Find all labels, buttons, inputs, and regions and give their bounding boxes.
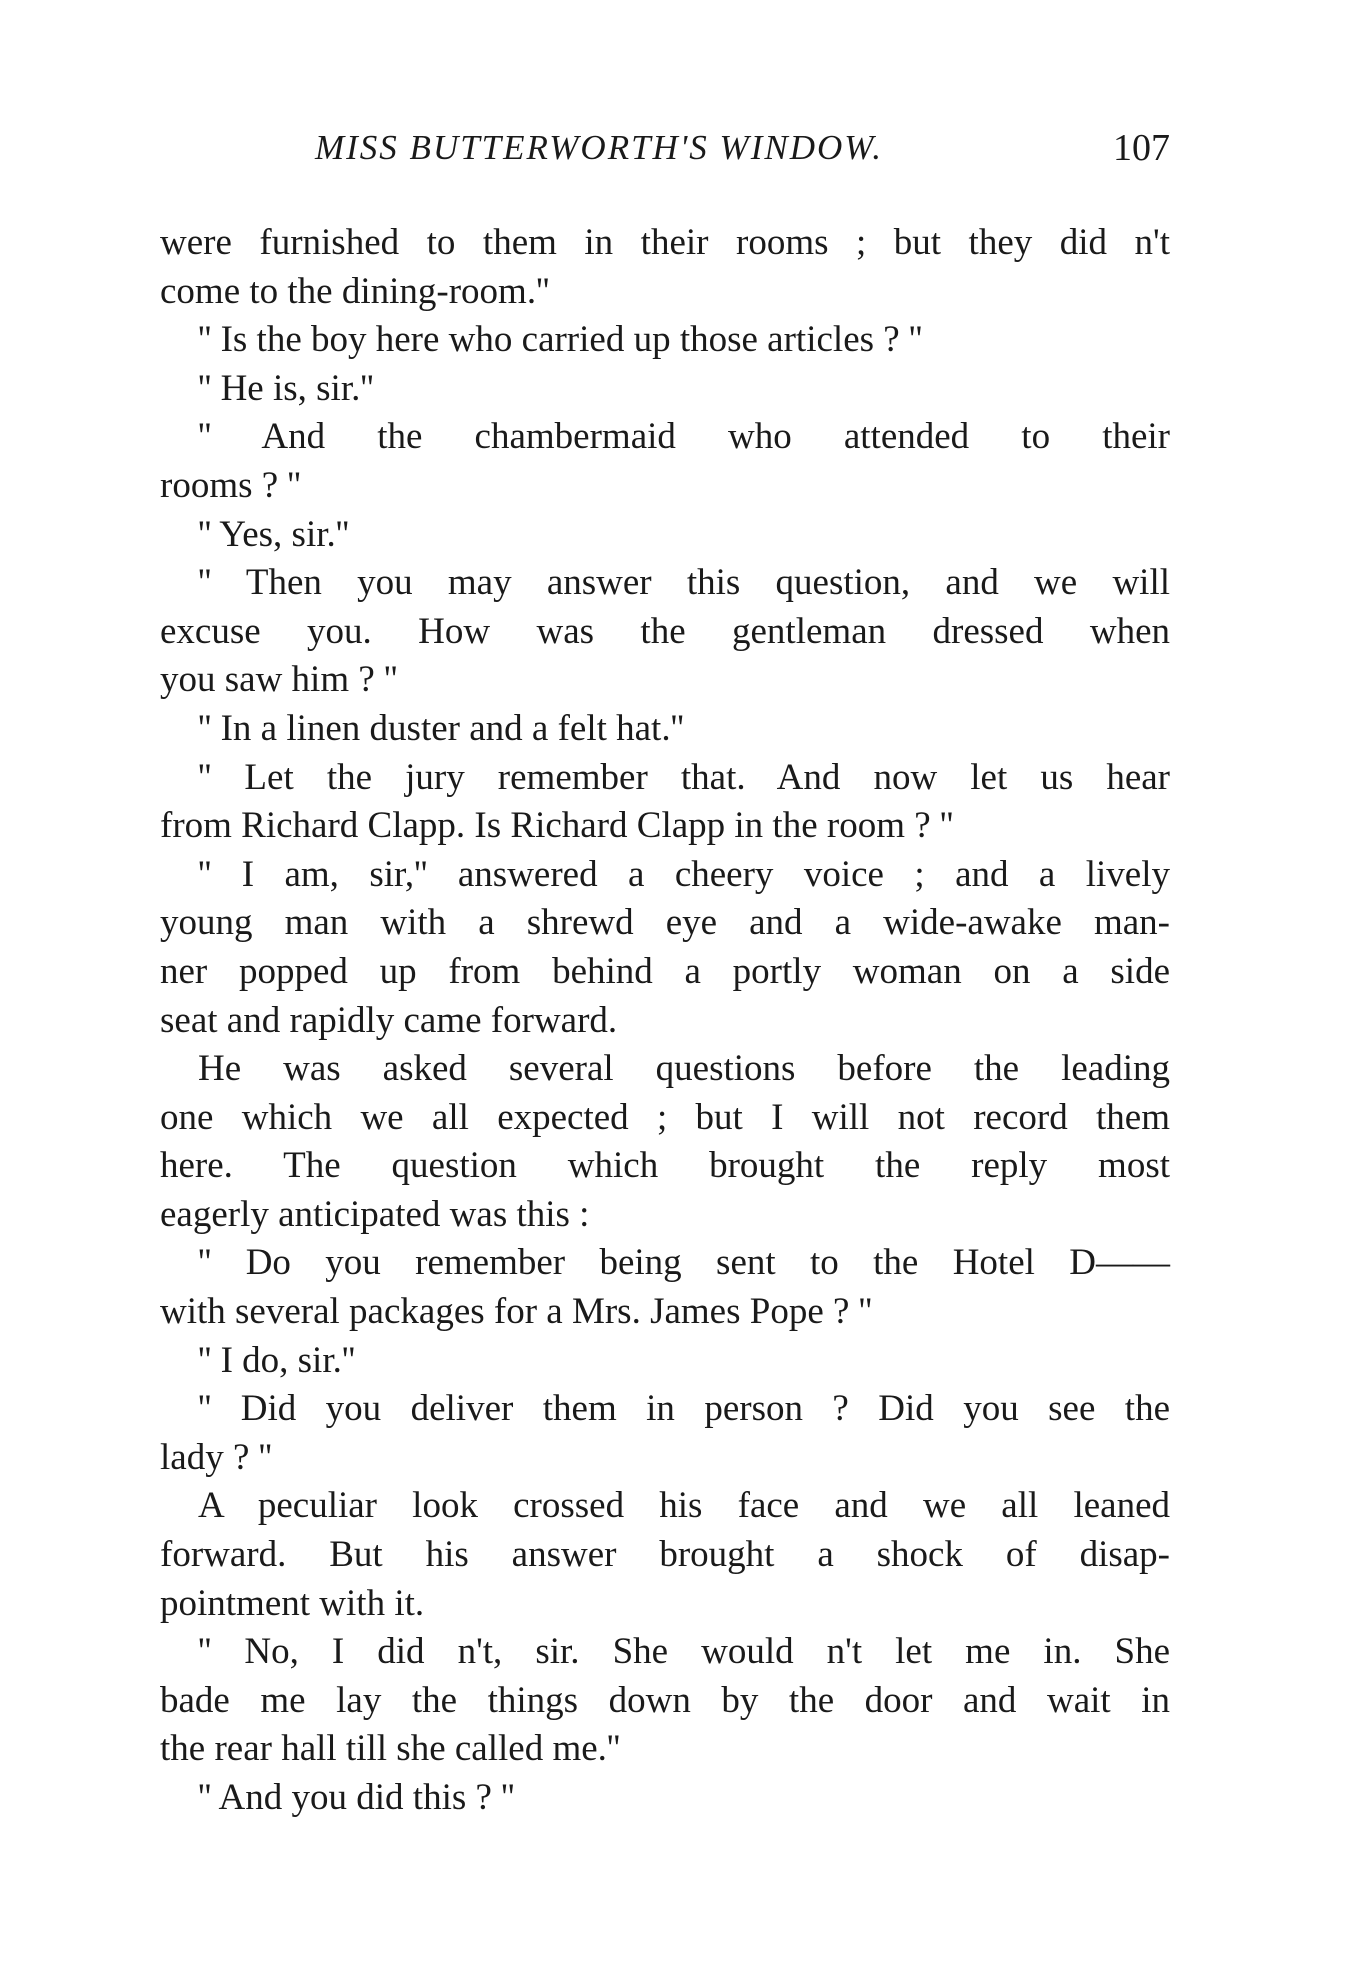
running-head: [160, 128, 1170, 178]
text-line: rooms ? '': [160, 464, 301, 506]
text-line: '' Do you remember being sent to the Hotel D——: [198, 1242, 1170, 1284]
text-line: young man with a shrewd eye and a wide-awake man-: [160, 902, 1170, 944]
text-line: one which we all expected ; but I will not record them: [160, 1096, 1170, 1138]
text-line: '' No, I did n't, sir. She would n't let me in. She: [198, 1631, 1170, 1673]
text-line: '' I am, sir,'' answered a cheery voice ; and a lively: [198, 853, 1170, 895]
text-line: '' Did you deliver them in person ? Did you see the: [198, 1388, 1170, 1430]
text-line: seat and rapidly came forward.: [160, 999, 618, 1041]
text-line: '' Is the boy here who carried up those articles ? '': [198, 319, 923, 361]
text-line: the rear hall till she called me.'': [160, 1728, 621, 1770]
text-line: forward. But his answer brought a shock of disap-: [160, 1534, 1170, 1576]
running-title: MISS BUTTERWORTH'S WINDOW.: [315, 128, 883, 167]
page-number: 107: [1113, 127, 1170, 169]
text-line: '' Yes, sir.'': [198, 513, 350, 555]
text-line: pointment with it.: [160, 1582, 425, 1624]
text-line: '' Let the jury remember that. And now let us hear: [198, 756, 1170, 798]
text-line: A peculiar look crossed his face and we all leaned: [198, 1485, 1170, 1527]
text-line: bade me lay the things down by the door and wait in: [160, 1679, 1170, 1721]
text-line: you saw him ? '': [160, 659, 398, 701]
text-line: '' I do, sir.'': [198, 1339, 356, 1381]
text-line: from Richard Clapp. Is Richard Clapp in the room ? '': [160, 805, 954, 847]
text-line: eagerly anticipated was this :: [160, 1193, 590, 1235]
text-line: '' And you did this ? '': [198, 1777, 515, 1818]
body-text: [160, 219, 1170, 1823]
text-line: here. The question which brought the reply most: [160, 1145, 1170, 1187]
text-line: '' He is, sir.'': [198, 367, 374, 409]
text-line: '' Then you may answer this question, and we will: [198, 562, 1170, 604]
text-line: were furnished to them in their rooms ; but they did n't: [160, 222, 1170, 263]
text-line: excuse you. How was the gentleman dressed when: [160, 610, 1170, 652]
text-line: '' And the chambermaid who attended to their: [198, 416, 1170, 458]
text-line: He was asked several questions before the leading: [198, 1048, 1170, 1090]
text-line: with several packages for a Mrs. James Pope ? '': [160, 1291, 872, 1333]
text-line: lady ? '': [160, 1436, 272, 1478]
text-line: ner popped up from behind a portly woman on a side: [160, 950, 1170, 992]
text-line: '' In a linen duster and a felt hat.'': [198, 707, 684, 749]
text-line: come to the dining-room.'': [160, 270, 550, 312]
